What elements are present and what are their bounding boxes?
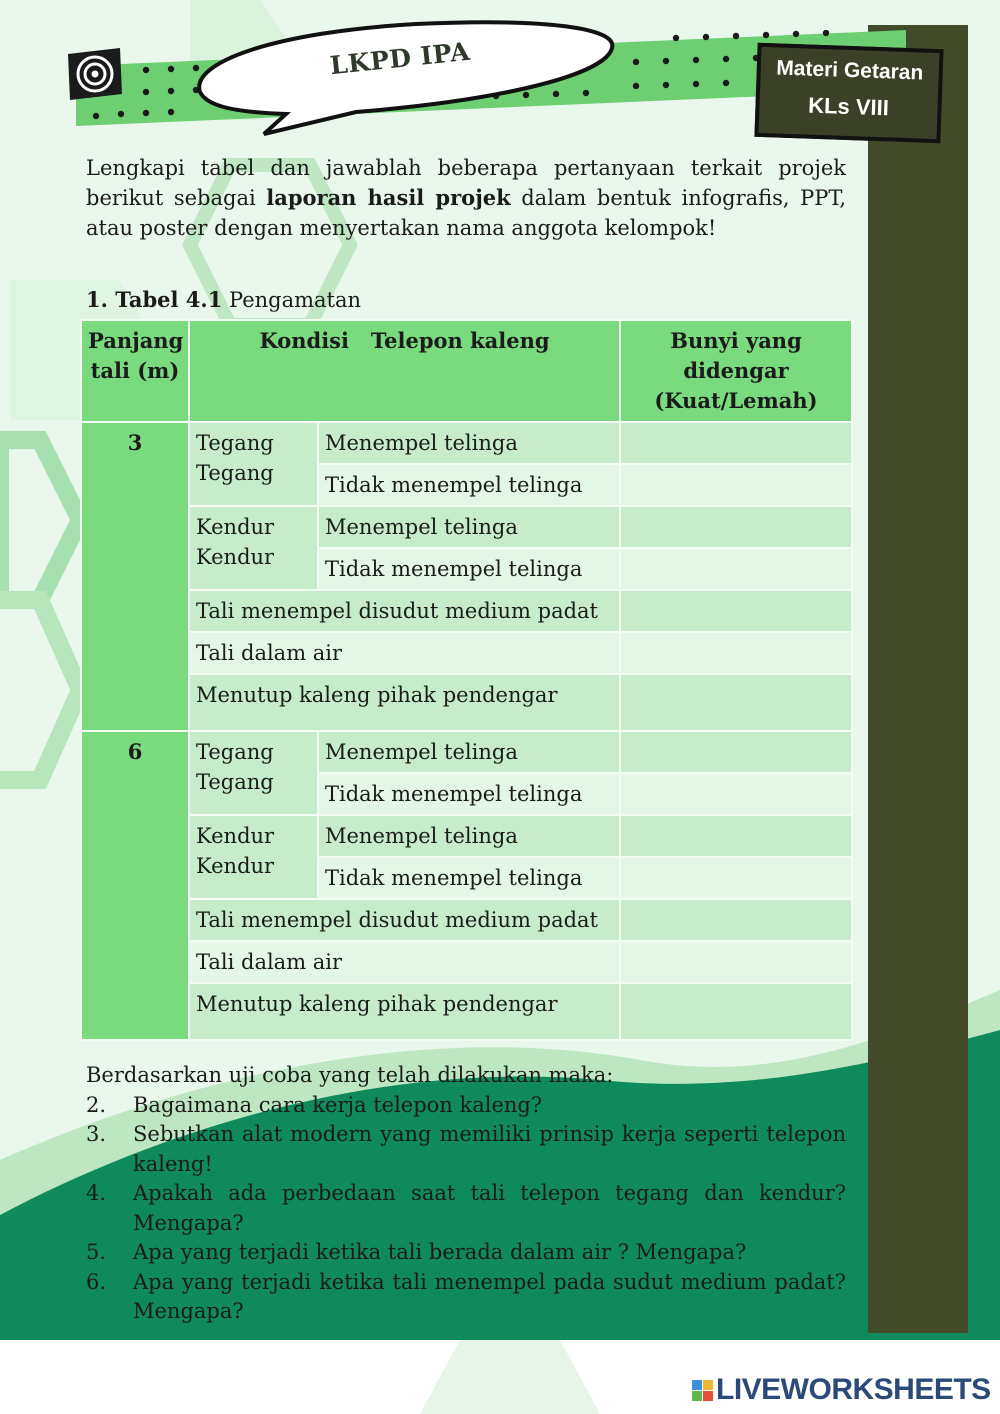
question-item [86,1120,846,1179]
sub-menempel: Menempel telinga [318,422,620,464]
question-number: 6. [86,1269,107,1294]
row-sudut-medium-padat: Tali menempel disudut medium padat [189,899,620,941]
answer-cell[interactable] [620,506,852,548]
row-tali-dalam-air: Tali dalam air [189,632,620,674]
question-item [86,1268,846,1327]
row-menutup-kaleng: Menutup kaleng pihak pendengar [189,983,620,1040]
question-number: 3. [86,1122,107,1146]
speech-bubble [186,18,618,136]
question-text: Bagaimana cara kerja telepon kaleng? [133,1092,543,1117]
sub-tidak-menempel: Tidak menempel telinga [318,548,620,590]
condition-tegang: Tegang Tegang [189,422,318,506]
table-caption-title: Pengamatan [222,288,362,312]
row-tali-dalam-air: Tali dalam air [189,941,620,983]
header-length: Panjang tali (m) [81,320,189,422]
intro-paragraph [86,153,846,243]
question-text: Sebutkan alat modern yang memiliki prinsip kerja seperti telepon kaleng! [133,1122,846,1176]
question-text: Apa yang terjadi ketika tali berada dalam air ? Mengapa? [133,1240,747,1264]
intro-text-part1: Lengkapi tabel dan jawablah beberapa pertanyaan terkait projek berikut sebagai [86,156,846,210]
header-sound: Bunyi yang didengar (Kuat/Lemah) [620,320,852,422]
length-value: 6 [81,731,189,1040]
answer-cell[interactable] [620,632,852,674]
condition-kendur: Kendur Kendur [189,506,318,590]
questions-section [86,1061,846,1327]
question-number: 5. [86,1240,107,1264]
materi-line2: KLs VIII [807,92,890,121]
answer-cell[interactable] [620,857,852,899]
materi-label-box [754,43,943,143]
sub-menempel: Menempel telinga [318,815,620,857]
lkpd-title: LKPD IPA [328,36,472,81]
question-item [86,1238,846,1268]
answer-cell[interactable] [620,899,852,941]
answer-cell[interactable] [620,674,852,731]
answer-cell[interactable] [620,773,852,815]
question-item [86,1091,846,1121]
answer-cell[interactable] [620,731,852,773]
intro-text-part2: dalam bentuk infografis, PPT, atau poster dengan menyertakan nama anggota kelompok! [86,186,846,240]
intro-text-bold: laporan hasil projek [266,185,511,210]
liveworksheets-icon [692,1380,713,1401]
materi-line1: Materi Getaran [775,56,924,85]
condition-kendur: Kendur Kendur [189,815,318,899]
sub-tidak-menempel: Tidak menempel telinga [318,773,620,815]
row-menutup-kaleng: Menutup kaleng pihak pendengar [189,674,620,731]
answer-cell[interactable] [620,941,852,983]
table-caption-number: 1. Tabel 4.1 [86,287,223,312]
answer-cell[interactable] [620,422,852,464]
header-condition: Kondisi Telepon kaleng [189,320,620,422]
sub-menempel: Menempel telinga [318,731,620,773]
condition-tegang: Tegang Tegang [189,731,318,815]
observation-table [80,319,853,1041]
question-text: Apakah ada perbedaan saat tali telepon tegang dan kendur? Mengapa? [133,1181,846,1235]
answer-cell[interactable] [620,590,852,632]
sub-tidak-menempel: Tidak menempel telinga [318,464,620,506]
question-number: 4. [86,1181,107,1205]
answer-cell[interactable] [620,983,852,1040]
question-item [86,1179,846,1238]
table-caption [86,287,361,312]
liveworksheets-logo[interactable] [692,1372,991,1408]
question-text: Apa yang terjadi ketika tali menempel pada sudut medium padat? Mengapa? [133,1269,846,1323]
liveworksheets-brand: LIVEWORKSHEETS [716,1373,991,1406]
answer-cell[interactable] [620,464,852,506]
length-value: 3 [81,422,189,731]
target-icon [64,48,124,100]
sub-tidak-menempel: Tidak menempel telinga [318,857,620,899]
answer-cell[interactable] [620,548,852,590]
question-number: 2. [86,1092,107,1117]
row-sudut-medium-padat: Tali menempel disudut medium padat [189,590,620,632]
answer-cell[interactable] [620,815,852,857]
questions-lead: Berdasarkan uji coba yang telah dilakukan maka: [86,1063,614,1087]
right-sidebar-bar [868,25,968,1333]
sub-menempel: Menempel telinga [318,506,620,548]
